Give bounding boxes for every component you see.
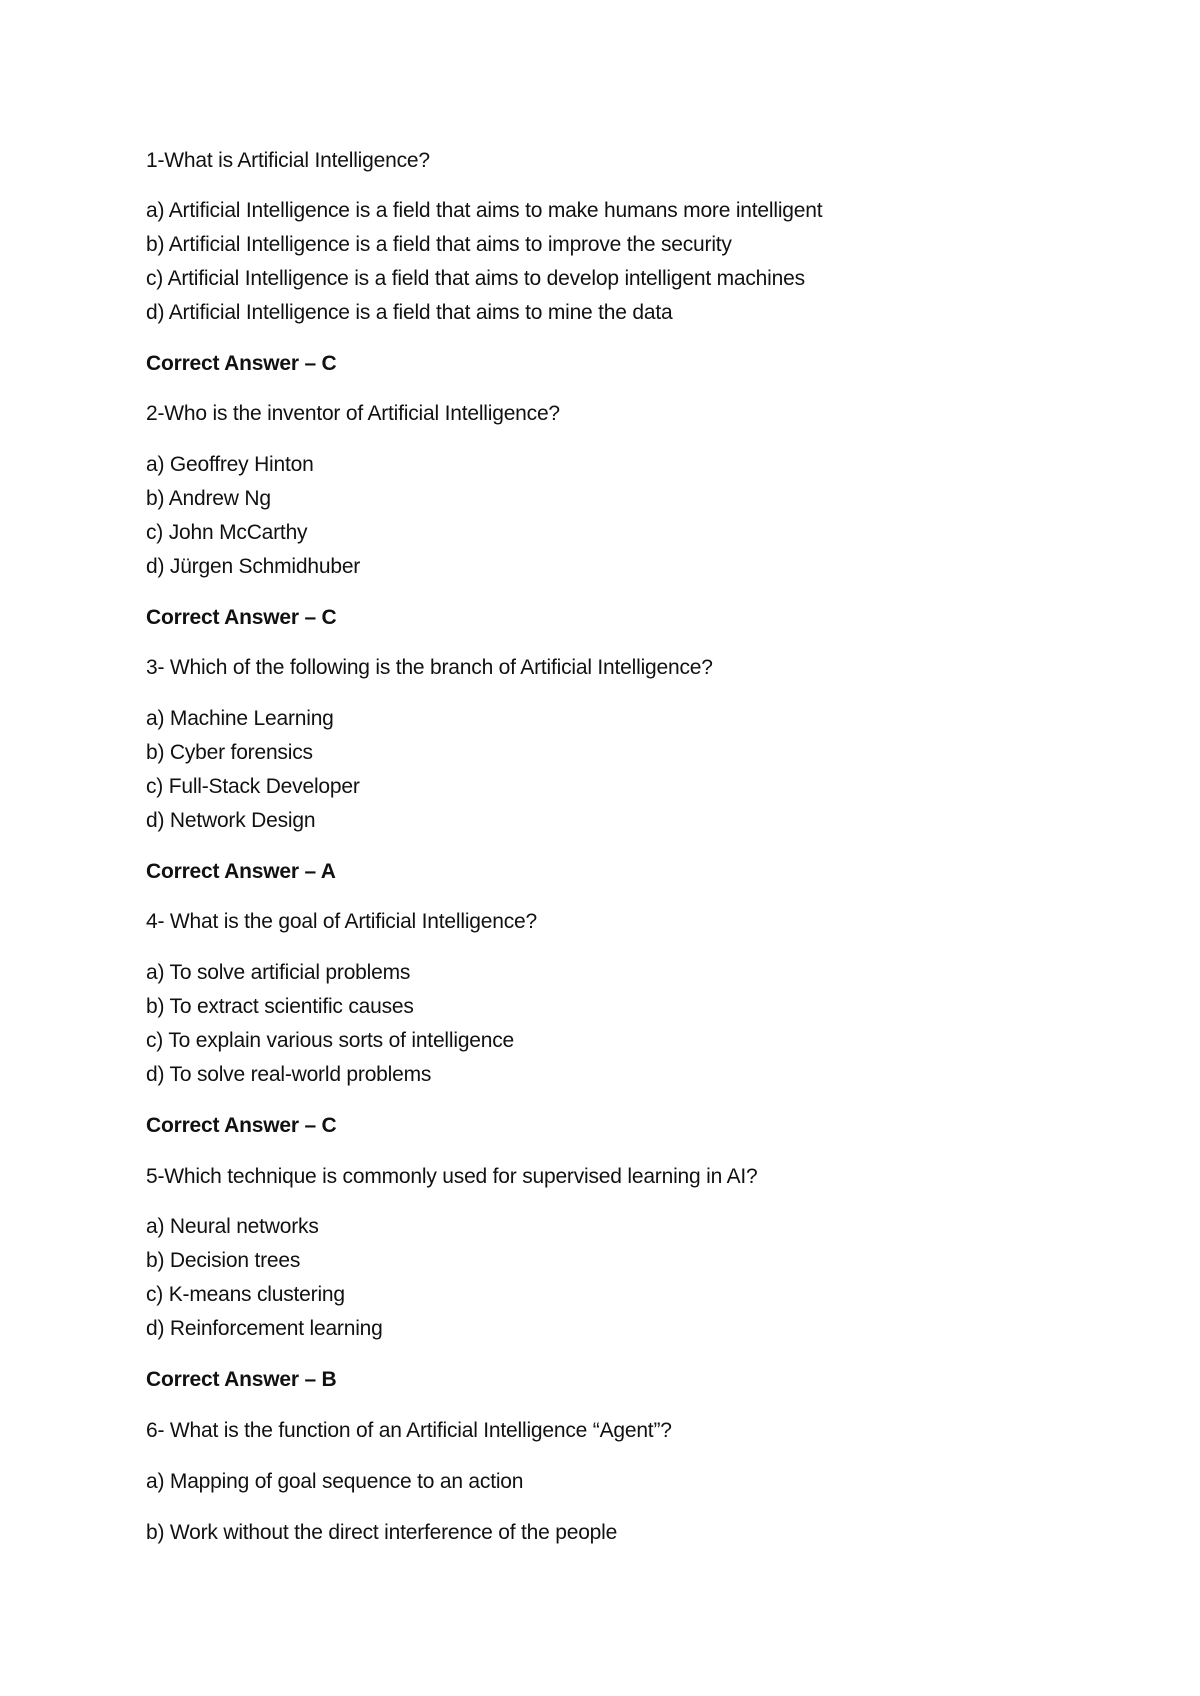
- question-4-option-c: c) To explain various sorts of intelligence: [146, 1029, 515, 1052]
- question-3-option-d: d) Network Design: [146, 809, 316, 832]
- question-3-option-c: c) Full-Stack Developer: [146, 775, 360, 798]
- question-4-option-d: d) To solve real-world problems: [146, 1063, 432, 1086]
- question-1-option-b: b) Artificial Intelligence is a field that aims to improve the security: [146, 233, 732, 256]
- question-6-option-b: b) Work without the direct interference of the people: [146, 1521, 618, 1544]
- question-3-option-a: a) Machine Learning: [146, 707, 334, 730]
- question-4-option-a: a) To solve artificial problems: [146, 961, 411, 984]
- question-6-text: 6- What is the function of an Artificial Intelligence “Agent”?: [146, 1419, 672, 1442]
- question-4-answer: Correct Answer – C: [146, 1114, 337, 1137]
- question-2-option-c: c) John McCarthy: [146, 521, 308, 544]
- question-2-option-a: a) Geoffrey Hinton: [146, 453, 314, 476]
- question-2-option-d: d) Jürgen Schmidhuber: [146, 555, 361, 578]
- question-1-option-a: a) Artificial Intelligence is a field that aims to make humans more intelligent: [146, 199, 823, 222]
- question-3-text: 3- Which of the following is the branch of Artificial Intelligence?: [146, 656, 713, 679]
- question-4-text: 4- What is the goal of Artificial Intelligence?: [146, 910, 537, 933]
- question-1-answer: Correct Answer – C: [146, 352, 337, 375]
- question-5-option-a: a) Neural networks: [146, 1215, 319, 1238]
- question-3-option-b: b) Cyber forensics: [146, 741, 313, 764]
- question-3-answer: Correct Answer – A: [146, 860, 336, 883]
- question-5-text: 5-Which technique is commonly used for supervised learning in AI?: [146, 1165, 758, 1188]
- question-5-option-b: b) Decision trees: [146, 1249, 301, 1272]
- question-4-option-b: b) To extract scientific causes: [146, 995, 414, 1018]
- question-2-answer: Correct Answer – C: [146, 606, 337, 629]
- question-5-option-d: d) Reinforcement learning: [146, 1317, 383, 1340]
- question-5-option-c: c) K-means clustering: [146, 1283, 345, 1306]
- question-1-text: 1-What is Artificial Intelligence?: [146, 149, 430, 172]
- question-2-text: 2-Who is the inventor of Artificial Intelligence?: [146, 402, 560, 425]
- question-2-option-b: b) Andrew Ng: [146, 487, 271, 510]
- question-6-option-a: a) Mapping of goal sequence to an action: [146, 1470, 524, 1493]
- question-5-answer: Correct Answer – B: [146, 1368, 337, 1391]
- question-1-option-d: d) Artificial Intelligence is a field that aims to mine the data: [146, 301, 673, 324]
- question-1-option-c: c) Artificial Intelligence is a field that aims to develop intelligent machines: [146, 267, 805, 290]
